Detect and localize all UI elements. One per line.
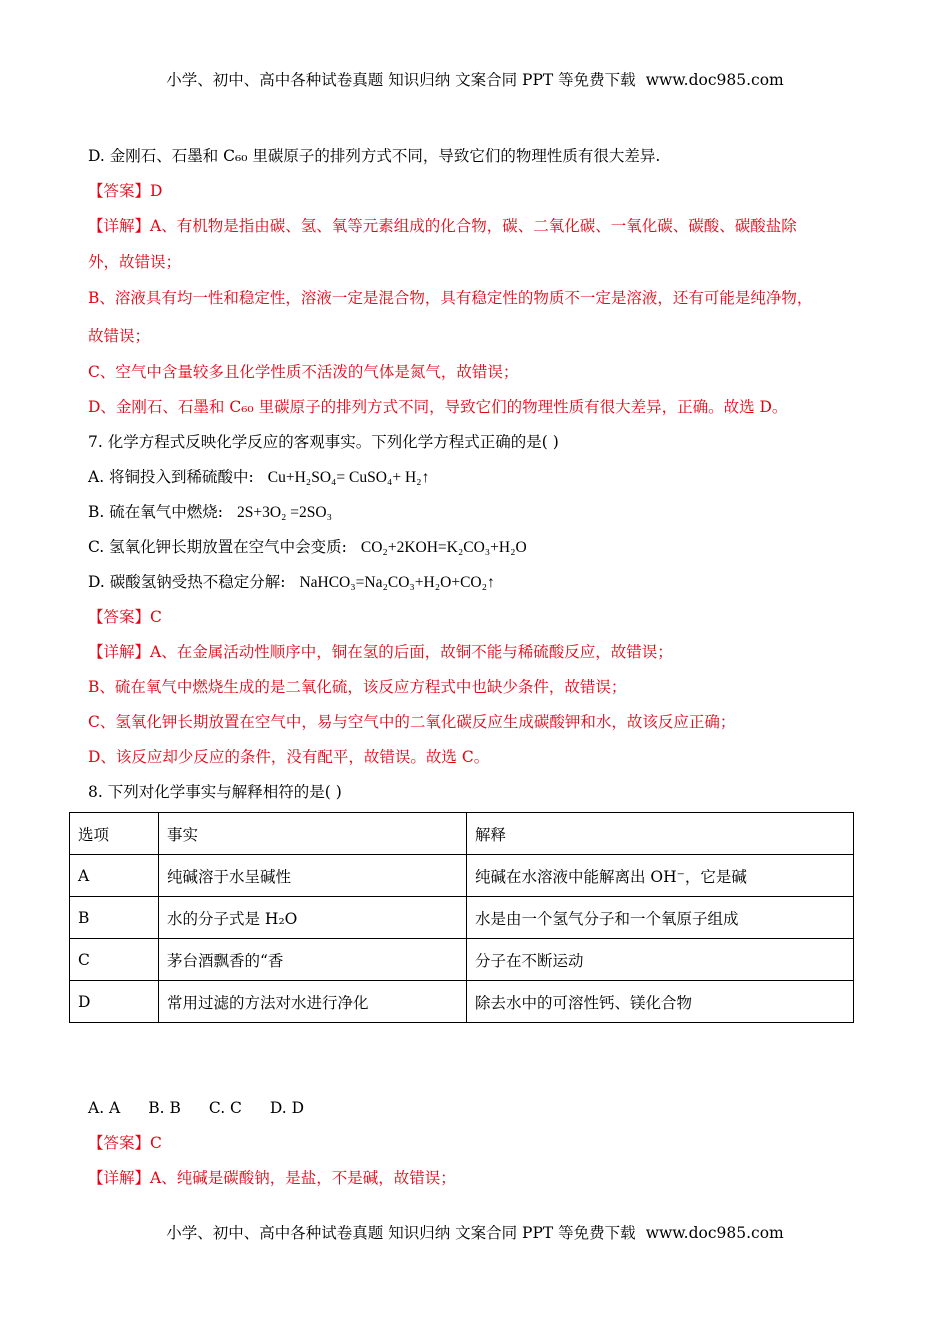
table-cell: 常用过滤的方法对水进行净化	[159, 981, 467, 1023]
option-equation: NaHCO₃=Na₂CO₃+H₂O+CO₂↑	[299, 574, 495, 591]
option-label: D. 碳酸氢钠受热不稳定分解:	[88, 573, 286, 591]
q7-detail-line: B、硫在氧气中燃烧生成的是二氧化硫，该反应方程式中也缺少条件，故错误；	[88, 678, 627, 696]
table-cell: B	[70, 897, 159, 939]
table-row	[70, 939, 854, 981]
answer-value: C	[150, 1134, 162, 1152]
choice-d: D. D	[269, 1099, 305, 1117]
option-label: C. 氢氧化钾长期放置在空气中会变质:	[88, 538, 347, 556]
page-header	[0, 68, 950, 90]
header-text: 小学、初中、高中各种试卷真题 知识归纳 文案合同 PPT 等免费下载	[166, 71, 636, 89]
option-label: B. 硫在氧气中燃烧:	[88, 503, 223, 521]
table-header-row	[70, 813, 854, 855]
table-cell: 水的分子式是 H₂O	[159, 897, 467, 939]
footer-url[interactable]: www.doc985.com	[645, 1224, 784, 1242]
choice-b: B. B	[148, 1099, 181, 1117]
answer-tag: 【答案】	[88, 182, 151, 200]
table-cell: 纯碱溶于水呈碱性	[159, 855, 467, 897]
q6-answer	[88, 181, 162, 201]
q7-option	[88, 467, 429, 488]
detail-tag: 【详解】	[88, 217, 151, 235]
table-row	[70, 897, 854, 939]
header-url[interactable]: www.doc985.com	[645, 71, 784, 89]
q6-detail-line: C、空气中含量较多且化学性质不活泼的气体是氮气，故错误；	[88, 363, 519, 381]
q6-option-d: D. 金刚石、石墨和 C₆₀ 里碳原子的排列方式不同，导致它们的物理性质有很大差异.	[88, 147, 661, 165]
table-header-cell: 事实	[159, 813, 467, 855]
table-cell: 茅台酒飘香的“香	[159, 939, 467, 981]
answer-tag: 【答案】	[88, 608, 151, 626]
table-row	[70, 855, 854, 897]
table-cell: 除去水中的可溶性钙、镁化合物	[467, 981, 854, 1023]
q7-option	[88, 572, 495, 593]
table-cell: 分子在不断运动	[467, 939, 854, 981]
q7-detail-line: C、氢氧化钾长期放置在空气中，易与空气中的二氧化碳反应生成碳酸钾和水，故该反应正确；	[88, 713, 736, 731]
q7-detail-line: D、该反应却少反应的条件，没有配平，故错误。故选 C。	[88, 748, 490, 766]
table-cell: A	[70, 855, 159, 897]
q8-table	[69, 812, 854, 1023]
detail-tag: 【详解】	[88, 1169, 151, 1187]
table-cell: 纯碱在水溶液中能解离出 OH⁻，它是碱	[467, 855, 854, 897]
detail-text: A、有机物是指由碳、氢、氧等元素组成的化合物，碳、二氧化碳、一氧化碳、碳酸、碳酸盐除	[150, 217, 797, 235]
q6-detail-line: 故错误；	[88, 327, 151, 345]
table-cell: C	[70, 939, 159, 981]
q8-choices	[88, 1098, 332, 1118]
q7-option	[88, 502, 332, 523]
option-label: A. 将铜投入到稀硫酸中:	[88, 468, 254, 486]
detail-text: A、纯碱是碳酸钠，是盐，不是碱，故错误；	[150, 1169, 456, 1187]
option-equation: 2S+3O₂ =2SO₃	[236, 504, 333, 521]
detail-text: A、在金属活动性顺序中，铜在氢的后面，故铜不能与稀硫酸反应，故错误；	[150, 643, 673, 661]
q8-answer	[88, 1133, 162, 1153]
q8-stem: 8. 下列对化学事实与解释相符的是( )	[88, 783, 342, 801]
page-footer	[0, 1221, 950, 1243]
q6-detail-line: D、金刚石、石墨和 C₆₀ 里碳原子的排列方式不同，导致它们的物理性质有很大差异，正确。故选 D。	[88, 398, 788, 416]
answer-value: D	[150, 182, 163, 200]
table-header-cell: 选项	[70, 813, 159, 855]
answer-value: C	[150, 608, 162, 626]
table-cell: 水是由一个氢气分子和一个氧原子组成	[467, 897, 854, 939]
option-equation: CO₂+2KOH=K₂CO₃+H₂O	[360, 539, 527, 556]
detail-tag: 【详解】	[88, 643, 151, 661]
choice-c: C. C	[208, 1099, 242, 1117]
q6-detail-line: B、溶液具有均一性和稳定性，溶液一定是混合物，具有稳定性的物质不一定是溶液，还有可能是纯净物，	[88, 289, 813, 307]
q7-detail-line	[88, 642, 673, 662]
option-equation: Cu+H₂SO₄= CuSO₄+ H₂↑	[267, 469, 430, 486]
q7-stem: 7. 化学方程式反映化学反应的客观事实。下列化学方程式正确的是( )	[88, 433, 559, 451]
table-row	[70, 981, 854, 1023]
q7-answer	[88, 607, 162, 627]
answer-tag: 【答案】	[88, 1134, 151, 1152]
table-header-cell: 解释	[467, 813, 854, 855]
q6-detail-line	[88, 216, 797, 236]
footer-text: 小学、初中、高中各种试卷真题 知识归纳 文案合同 PPT 等免费下载	[166, 1224, 636, 1242]
q8-detail-line	[88, 1168, 456, 1188]
table-cell: D	[70, 981, 159, 1023]
choice-a: A. A	[88, 1099, 121, 1117]
q7-option	[88, 537, 527, 558]
q6-detail-line: 外，故错误；	[88, 253, 182, 271]
